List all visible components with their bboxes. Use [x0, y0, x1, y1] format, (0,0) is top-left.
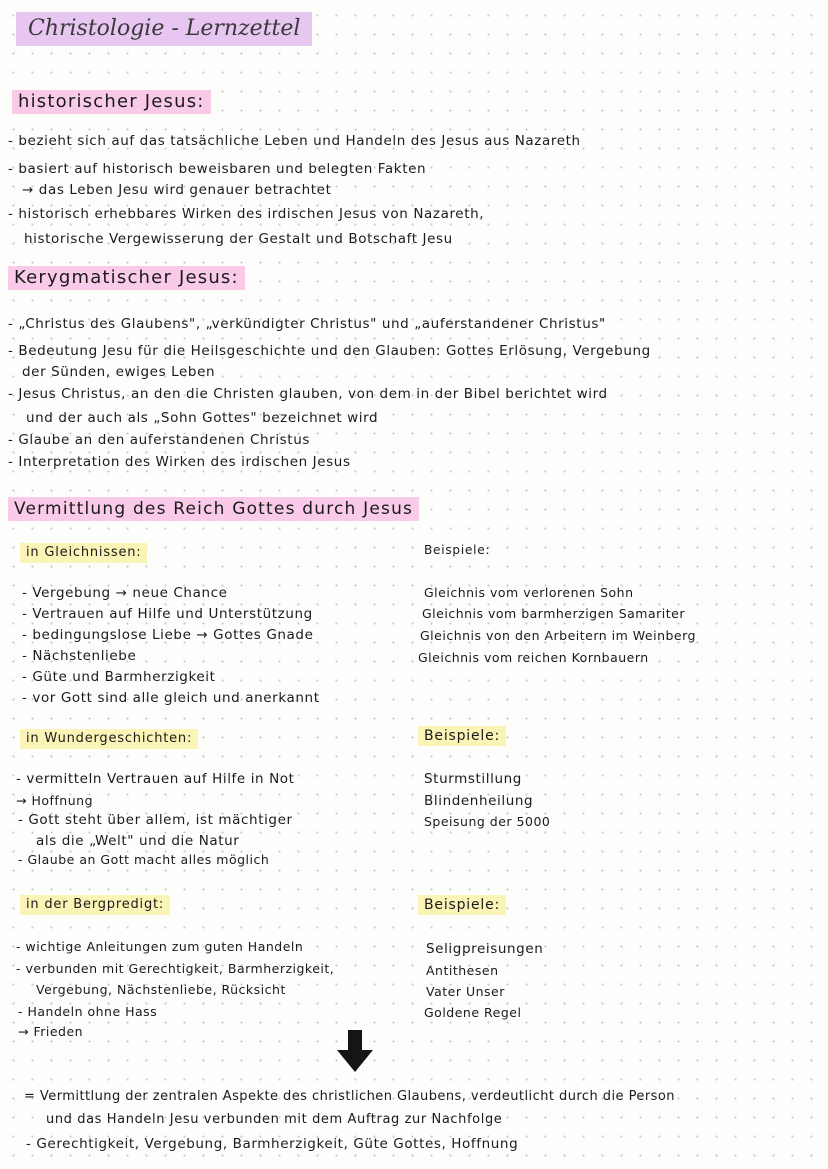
example-line: Vater Unser — [426, 984, 505, 999]
text-line: - bezieht sich auf das tatsächliche Leben und Handeln des Jesus aus Nazareth — [8, 133, 581, 149]
text-line: - verbunden mit Gerechtigkeit, Barmherzigkeit, — [16, 961, 335, 976]
page-title: Christologie - Lernzettel — [16, 12, 312, 46]
text-line: - Glaube an Gott macht alles möglich — [18, 852, 270, 867]
down-arrow-icon — [337, 1030, 373, 1072]
text-line: - basiert auf historisch beweisbaren und belegten Fakten — [8, 161, 427, 177]
text-line: Vergebung, Nächstenliebe, Rücksicht — [36, 982, 286, 997]
text-line: - „Christus des Glaubens", „verkündigter Christus" und „auferstandener Christus" — [8, 316, 606, 332]
section-heading-kerygmatic-jesus: Kerygmatischer Jesus: — [8, 266, 245, 290]
examples-heading-parables: Beispiele: — [424, 543, 491, 557]
examples-heading-sermon: Beispiele: — [418, 895, 506, 915]
text-line: - wichtige Anleitungen zum guten Handeln — [16, 939, 304, 954]
text-line: - bedingungslose Liebe → Gottes Gnade — [22, 627, 314, 643]
subheading-parables: in Gleichnissen: — [20, 543, 147, 563]
text-line: als die „Welt" und die Natur — [36, 833, 240, 849]
subheading-sermon-on-the-mount: in der Bergpredigt: — [20, 895, 170, 915]
text-line: - Vergebung → neue Chance — [22, 585, 228, 601]
examples-heading-miracles: Beispiele: — [418, 726, 506, 746]
text-line: und der auch als „Sohn Gottes" bezeichnet wird — [26, 410, 379, 426]
example-line: Gleichnis vom reichen Kornbauern — [418, 650, 649, 665]
example-line: Gleichnis vom verlorenen Sohn — [424, 585, 634, 600]
example-line: Goldene Regel — [424, 1005, 522, 1020]
example-line: Sturmstillung — [424, 771, 522, 787]
text-line: - vor Gott sind alle gleich und anerkannt — [22, 690, 320, 706]
text-line: - historisch erhebbares Wirken des irdischen Jesus von Nazareth, — [8, 206, 485, 222]
conclusion-line: und das Handeln Jesu verbunden mit dem Auftrag zur Nachfolge — [46, 1112, 503, 1127]
text-line: → Hoffnung — [16, 793, 93, 808]
text-line: historische Vergewisserung der Gestalt und Botschaft Jesu — [24, 231, 453, 247]
text-line: - Nächstenliebe — [22, 648, 137, 664]
example-line: Blindenheilung — [424, 793, 534, 809]
conclusion-line: - Gerechtigkeit, Vergebung, Barmherzigkeit, Güte Gottes, Hoffnung — [26, 1136, 519, 1152]
example-line: Antithesen — [426, 963, 499, 978]
example-line: Seligpreisungen — [426, 941, 544, 957]
example-line: Gleichnis vom barmherzigen Samariter — [422, 606, 685, 621]
example-line: Speisung der 5000 — [424, 814, 551, 829]
text-line: - Interpretation des Wirken des irdischen Jesus — [8, 454, 351, 470]
conclusion-line: = Vermittlung der zentralen Aspekte des christlichen Glaubens, verdeutlicht durch die Person — [24, 1089, 675, 1104]
text-line: - Handeln ohne Hass — [18, 1004, 158, 1019]
section-heading-historical-jesus: historischer Jesus: — [12, 90, 211, 114]
text-line: - Bedeutung Jesu für die Heilsgeschichte und den Glauben: Gottes Erlösung, Vergebung — [8, 343, 651, 359]
text-line: - Glaube an den auferstandenen Christus — [8, 432, 310, 448]
text-line: der Sünden, ewiges Leben — [22, 364, 216, 380]
text-line: - Gott steht über allem, ist mächtiger — [18, 812, 293, 828]
text-line: - Jesus Christus, an den die Christen glauben, von dem in der Bibel berichtet wird — [8, 386, 608, 402]
example-line: Gleichnis von den Arbeitern im Weinberg — [420, 628, 696, 643]
section-heading-kingdom-of-god: Vermittlung des Reich Gottes durch Jesus — [8, 497, 419, 521]
subheading-miracles: in Wundergeschichten: — [20, 729, 198, 749]
text-line: - Güte und Barmherzigkeit — [22, 669, 216, 685]
text-line: - vermitteln Vertrauen auf Hilfe in Not — [16, 771, 295, 787]
text-line: - Vertrauen auf Hilfe und Unterstützung — [22, 606, 313, 622]
text-line: → Frieden — [18, 1024, 84, 1039]
text-line: → das Leben Jesu wird genauer betrachtet — [22, 182, 332, 198]
